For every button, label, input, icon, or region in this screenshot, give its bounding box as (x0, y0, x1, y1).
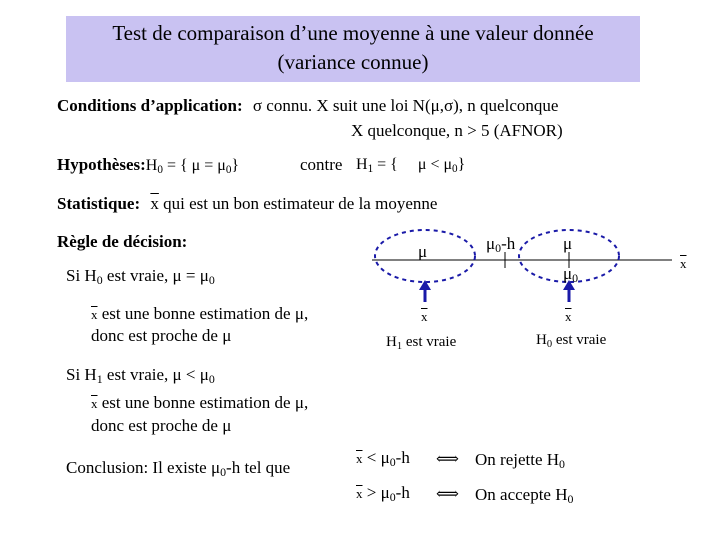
diagram-axis-x-label: $\overline{x}$ (680, 256, 687, 271)
diagram-mu-right: μ (563, 234, 573, 253)
diagram-mu0h-label: $\mu_0-h$ (486, 234, 516, 255)
h0-estimation-line2: donc est proche de μ (91, 326, 232, 345)
h1-statement: $H_1$ = { $\mu < \mu_0$} (356, 156, 466, 175)
diagram-h0-vraie: $H_0$ est vraie (536, 332, 607, 350)
h1-estimation-line1: $\overline{x}$ est une bonne estimation de μ, (91, 393, 309, 412)
diagram-xbar-left: $\overline{x}$ (421, 309, 428, 324)
conditions-text-1: σ connu. X suit une loi N(μ,σ), n quelconque (252, 96, 559, 115)
page-title: Test de comparaison d’une moyenne à une valeur donnée (112, 21, 594, 45)
page-subtitle: (variance connue) (277, 50, 429, 74)
xbar-symbol: $\overline{x}$ (150, 194, 159, 213)
h0-statement: $H_0$ = { $\mu = \mu_0$} (145, 157, 240, 176)
regle-label: Règle de décision: (57, 232, 188, 251)
equivalence-arrow-2: ⟺ (436, 486, 459, 503)
rule-accept: $\overline{x} > \mu_0-h$ (356, 483, 410, 504)
diagram-mu-left: μ (418, 242, 428, 261)
conditions-label: Conditions d’application: (57, 96, 243, 115)
diagram-xbar-right: $\overline{x}$ (565, 309, 572, 324)
conditions-text-2: X quelconque, n > 5 (AFNOR) (351, 121, 563, 140)
h1-estimation-line2: donc est proche de μ (91, 416, 232, 435)
si-h0-line: Si $H_0$ est vraie, $\mu = \mu_0$ (66, 266, 215, 287)
rule-reject: $\overline{x} < \mu_0-h$ (356, 448, 410, 469)
result-accept: On accepte $H_0$ (475, 485, 574, 506)
statistique-label: Statistique: (57, 194, 141, 213)
diagram-h1-vraie: $H_1$ est vraie (386, 334, 457, 352)
equivalence-arrow-1: ⟺ (436, 451, 459, 468)
statistique-text: qui est un bon estimateur de la moyenne (163, 194, 438, 213)
contre-label: contre (300, 155, 343, 174)
diagram-mu0-label: $\mu_0$ (563, 264, 579, 285)
hypotheses-label: Hypothèses: (57, 155, 146, 174)
conclusion-line: Conclusion: Il existe $\mu_0-h$ tel que (66, 458, 291, 479)
result-reject: On rejette $H_0$ (475, 450, 565, 471)
h0-estimation-line1: $\overline{x}$ est une bonne estimation de μ, (91, 304, 309, 323)
si-h1-line: Si $H_1$ est vraie, $\mu < \mu_0$ (66, 365, 215, 386)
